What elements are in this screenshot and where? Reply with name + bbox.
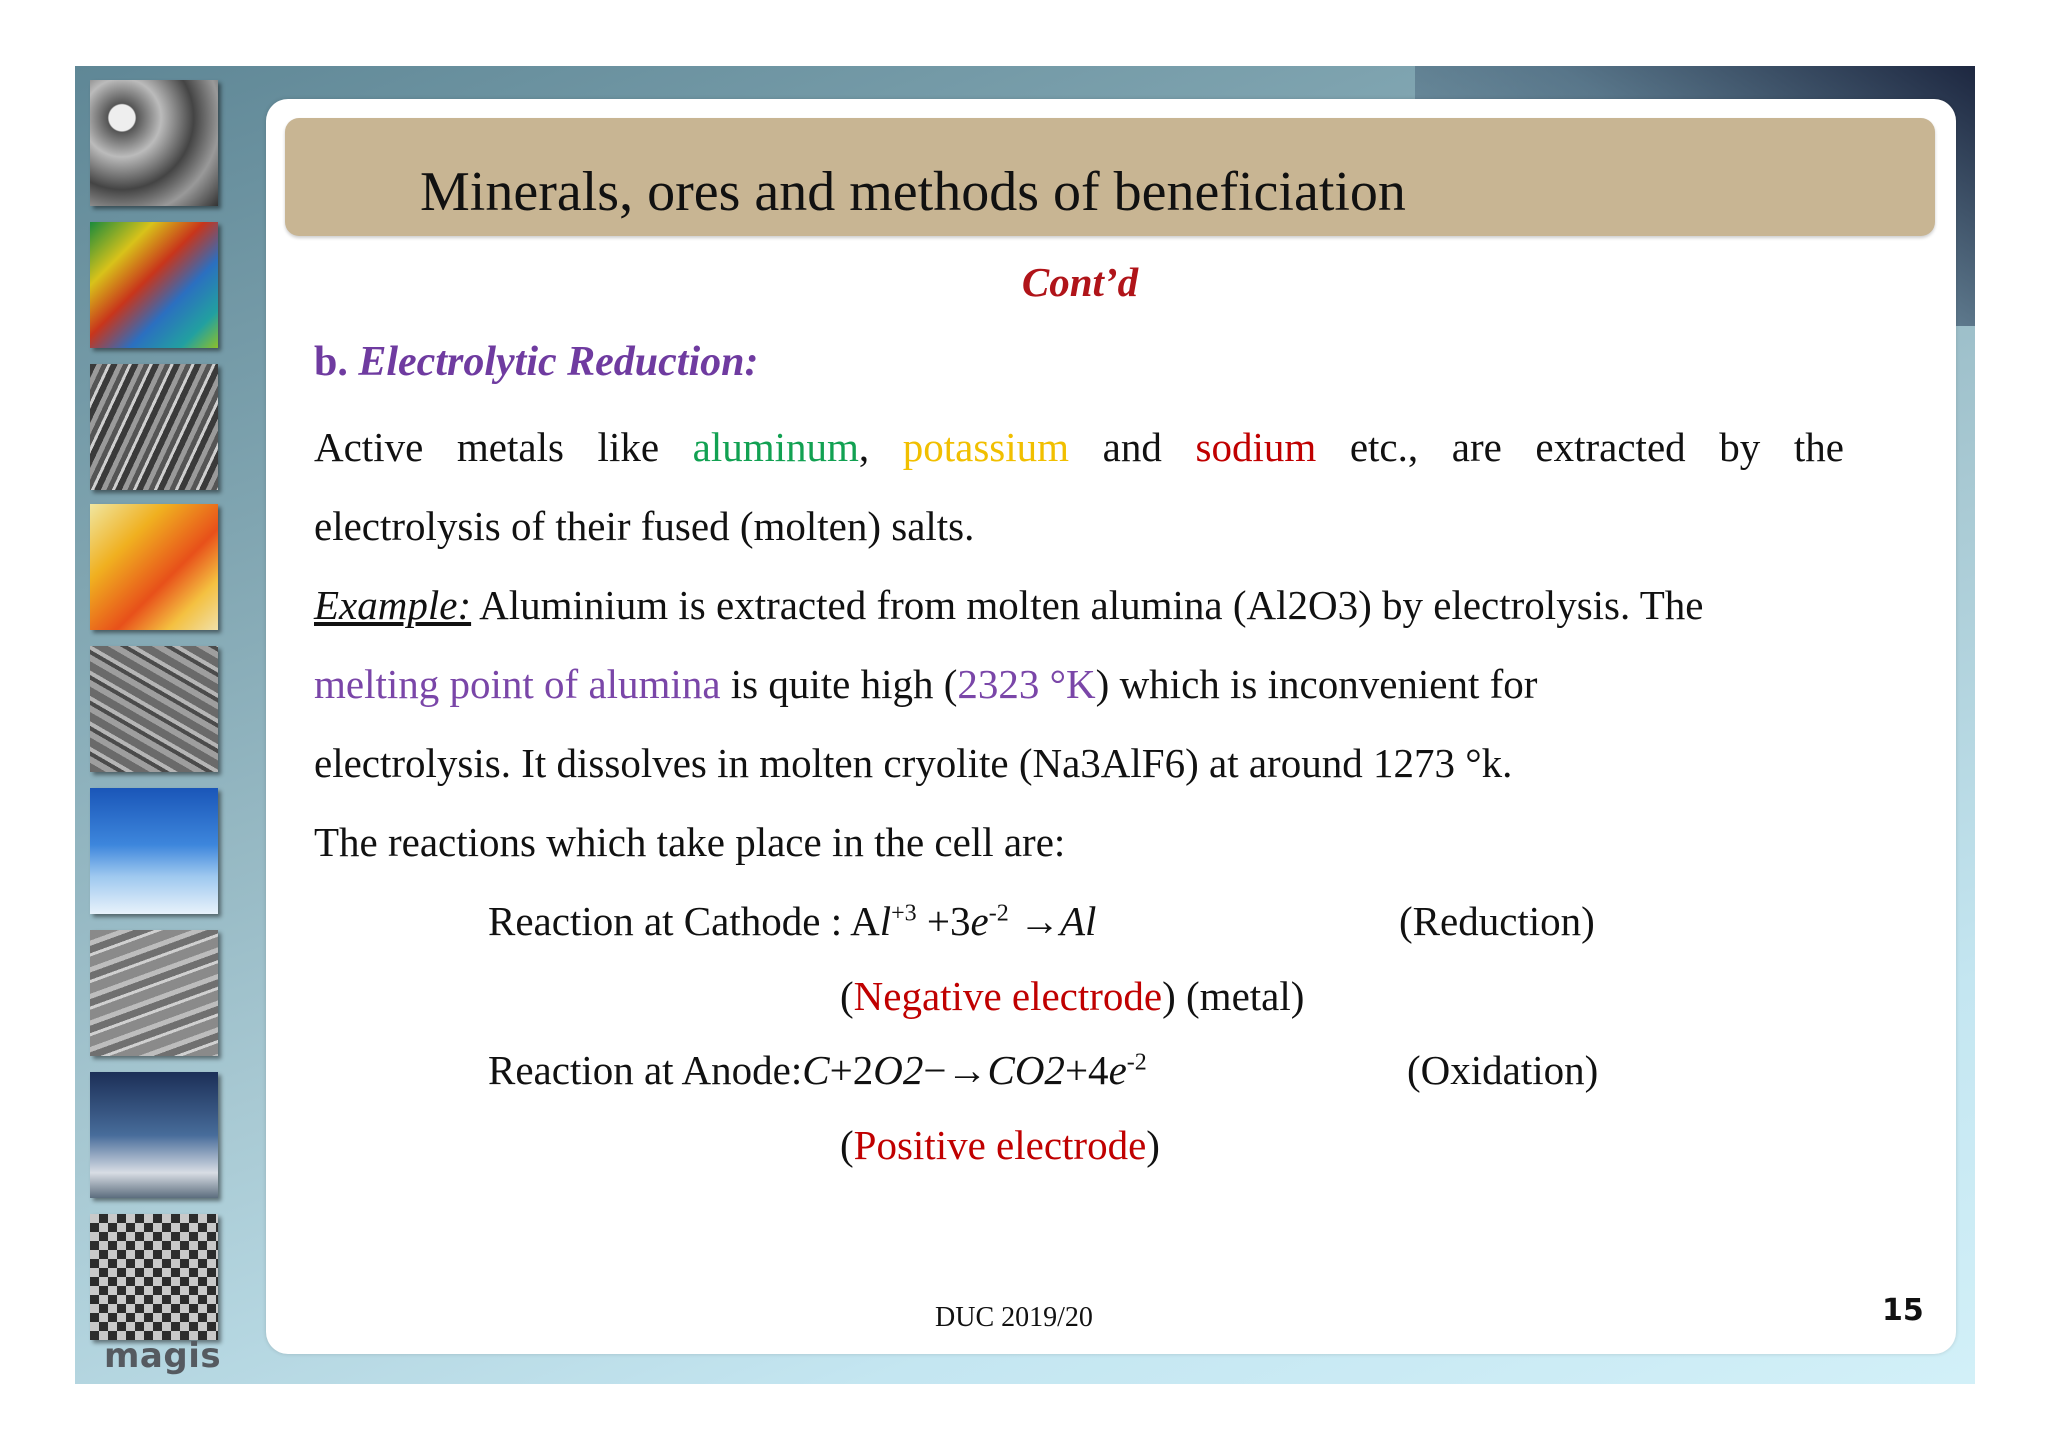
oxidation-label: (Oxidation) — [1407, 1047, 1599, 1093]
cathode-mid: +3 — [916, 898, 971, 944]
math-co2: CO2 — [987, 1047, 1065, 1093]
word: extracted — [1535, 424, 1686, 470]
airplane-image — [90, 788, 218, 914]
wind-turbine-image — [90, 1072, 218, 1198]
arrow: −→ — [923, 1047, 988, 1093]
reactions-intro-line: The reactions which take place in the cell are: — [314, 819, 1066, 865]
grain-structure-image — [90, 1214, 218, 1340]
paragraph-line-1 — [314, 423, 1844, 471]
metal-text: ) (metal) — [1162, 973, 1305, 1019]
melting-point-value: 2323 °K — [957, 661, 1096, 707]
charge-superscript: +3 — [891, 900, 917, 927]
math-c: C — [802, 1047, 830, 1093]
math-e: e — [1108, 1047, 1127, 1093]
section-heading — [314, 338, 758, 386]
charge-superscript: -2 — [1126, 1049, 1147, 1076]
potassium-word: potassium — [902, 424, 1070, 470]
math-l: l — [879, 898, 892, 944]
fiber-micrograph-image — [90, 364, 218, 490]
melting-point-mid: is quite high ( — [720, 661, 958, 707]
sodium-word: sodium — [1195, 424, 1317, 470]
fracture-surface-image — [90, 930, 218, 1056]
melting-point-end: ) which is inconvenient for — [1095, 661, 1538, 707]
heading-lead: b. — [314, 339, 348, 385]
cathode-reaction — [488, 897, 1096, 945]
cathode-prefix: Reaction at Cathode : A — [488, 898, 880, 944]
arrow: → — [1008, 898, 1060, 944]
plus-two: +2 — [829, 1047, 874, 1093]
word: by — [1719, 424, 1761, 470]
anode-prefix: Reaction at Anode: — [488, 1047, 803, 1093]
page-number: 15 — [1882, 1293, 1924, 1328]
comma: , — [858, 424, 870, 470]
melting-point-line — [314, 660, 1537, 708]
contd-label: Cont’d — [1021, 259, 1139, 305]
paragraph-line-2: electrolysis of their fused (molten) salts. — [314, 503, 975, 549]
aluminum-with-comma — [693, 423, 870, 471]
word: and — [1102, 424, 1162, 470]
positive-electrode-text: Positive electrode — [853, 1122, 1147, 1168]
plus-four: +4 — [1064, 1047, 1109, 1093]
paren: ) — [1146, 1122, 1160, 1168]
slide-title: Minerals, ores and methods of beneficiation — [420, 161, 1406, 223]
cryolite-line: electrolysis. It dissolves in molten cryolite (Na3AlF6) at around 1273 °k. — [314, 740, 1513, 786]
melting-point-phrase: melting point of alumina — [314, 661, 721, 707]
footer-text: DUC 2019/20 — [935, 1302, 1093, 1333]
word: like — [597, 424, 660, 470]
thermal-cube-image — [90, 504, 218, 630]
reduction-label: (Reduction) — [1399, 898, 1595, 944]
paren: ( — [840, 1122, 854, 1168]
word: metals — [456, 424, 564, 470]
paren: ( — [840, 973, 854, 1019]
example-label: Example: — [314, 582, 472, 628]
word: are — [1451, 424, 1502, 470]
example-text: Aluminium is extracted from molten alumina (Al2O3) by electrolysis. The — [471, 582, 1704, 628]
turbine-image — [90, 80, 218, 206]
math-al: Al — [1059, 898, 1097, 944]
example-line — [314, 581, 1704, 629]
word: etc., — [1349, 424, 1419, 470]
word: Active — [314, 424, 424, 470]
word: the — [1793, 424, 1844, 470]
microstructure-image — [90, 646, 218, 772]
heading-title: Electrolytic Reduction: — [358, 339, 759, 385]
anode-note — [840, 1121, 1160, 1169]
magis-logo: magis — [104, 1336, 222, 1376]
aluminum-word: aluminum — [692, 424, 859, 470]
negative-electrode-text: Negative electrode — [853, 973, 1163, 1019]
charge-superscript: -2 — [988, 900, 1009, 927]
math-o2: O2 — [873, 1047, 924, 1093]
anode-reaction — [488, 1046, 1147, 1094]
cathode-note — [840, 972, 1304, 1020]
math-e: e — [970, 898, 989, 944]
